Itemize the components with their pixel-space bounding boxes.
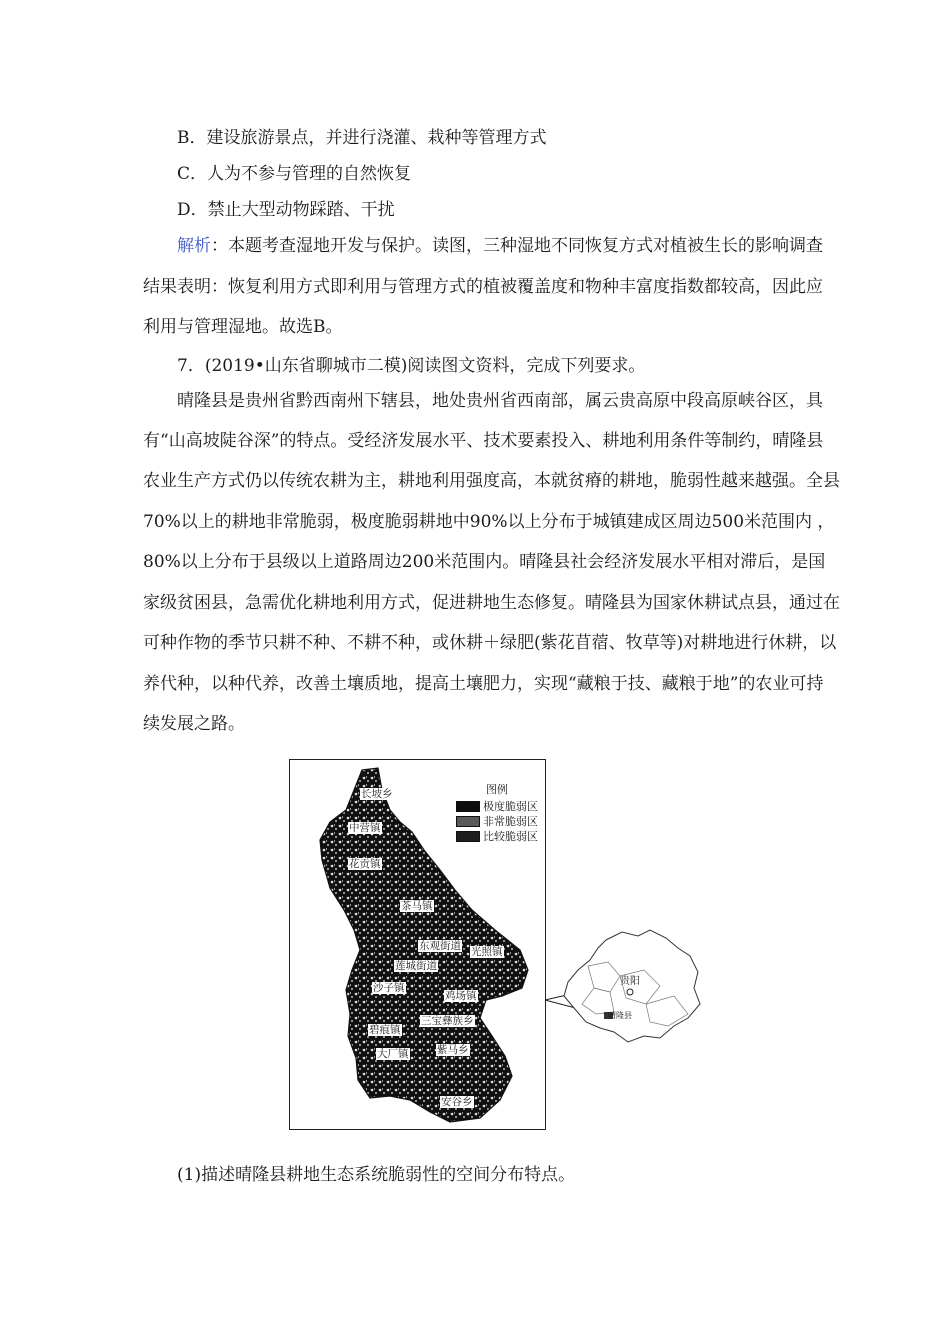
paragraph-line-4: 70%以上的耕地非常脆弱，极度脆弱耕地中90%以上分布于城镇建成区周边500米范围内 ，	[143, 512, 835, 532]
option-b: B．建设旅游景点，并进行浇灌、栽种等管理方式	[177, 128, 547, 148]
inset-city-label: 贵阳	[620, 976, 640, 987]
option-d: D．禁止大型动物踩踏、干扰	[177, 200, 395, 220]
sub-question-1: (1)描述晴隆县耕地生态系统脆弱性的空间分布特点。	[177, 1165, 576, 1185]
question-header: 7．(2019•山东省聊城市二模)阅读图文资料，完成下列要求。	[177, 356, 646, 376]
paragraph-line-5: 80%以上分布于县级以上道路周边200米范围内。晴隆县社会经济发展水平相对滞后，是国	[143, 552, 826, 572]
paragraph-line-9: 续发展之路。	[143, 714, 245, 734]
option-c: C．人为不参与管理的自然恢复	[177, 164, 412, 184]
paragraph-line-8: 养代种，以种代养，改善土壤质地，提高土壤肥力，实现“藏粮于技、藏粮于地”的农业可持	[143, 674, 824, 694]
place-label: 大厂镇	[377, 1048, 409, 1060]
analysis-line-2: 结果表明：恢复利用方式即利用与管理方式的植被覆盖度和物种丰富度指数都较高，因此应	[143, 277, 823, 297]
place-label: 长坡乡	[361, 788, 393, 800]
analysis-label: 解析	[177, 236, 211, 256]
paragraph-line-7: 可种作物的季节只耕不种、不耕不种，或休耕＋绿肥(紫花苜蓿、牧草等)对耕地进行休耕，以	[143, 633, 837, 653]
place-label: 花贡镇	[349, 858, 381, 870]
inset-county-label: 晴隆县	[608, 1011, 632, 1020]
legend-title: 图例	[486, 783, 508, 796]
analysis-line-3: 利用与管理湿地。故选B。	[143, 317, 343, 337]
analysis-line-1: 解析：本题考查湿地开发与保护。读图，三种湿地不同恢复方式对植被生长的影响调查	[177, 236, 823, 256]
place-label: 茶马镇	[401, 900, 433, 912]
legend-item: 非常脆弱区	[456, 814, 538, 829]
place-label: 中营镇	[349, 822, 381, 834]
legend-item: 比较脆弱区	[456, 829, 538, 844]
inset-map	[548, 926, 703, 1046]
place-label: 三宝彝族乡	[421, 1015, 474, 1027]
place-label: 东观街道	[419, 940, 461, 952]
paragraph-line-1: 晴隆县是贵州省黔西南州下辖县，地处贵州省西南部，属云贵高原中段高原峡谷区，具	[177, 391, 823, 411]
paragraph-line-6: 家级贫困县，急需优化耕地利用方式，促进耕地生态修复。晴隆县为国家休耕试点县，通过在	[143, 593, 840, 613]
place-label: 紫马乡	[437, 1044, 469, 1056]
place-label: 光照镇	[471, 946, 503, 958]
place-label: 碧痕镇	[369, 1024, 401, 1036]
paragraph-line-2: 有“山高坡陡谷深”的特点。受经济发展水平、技术要素投入、耕地利用条件等制约，晴隆县	[143, 431, 824, 451]
legend-item: 极度脆弱区	[456, 799, 538, 814]
place-label: 鸡场镇	[445, 990, 477, 1002]
place-label: 安谷乡	[441, 1096, 473, 1108]
paragraph-line-3: 农业生产方式仍以传统农耕为主，耕地利用强度高，本就贫瘠的耕地，脆弱性越来越强。全县	[143, 471, 840, 491]
capital-marker	[627, 989, 633, 995]
place-label: 莲城街道	[395, 960, 437, 972]
place-label: 沙子镇	[373, 982, 405, 994]
